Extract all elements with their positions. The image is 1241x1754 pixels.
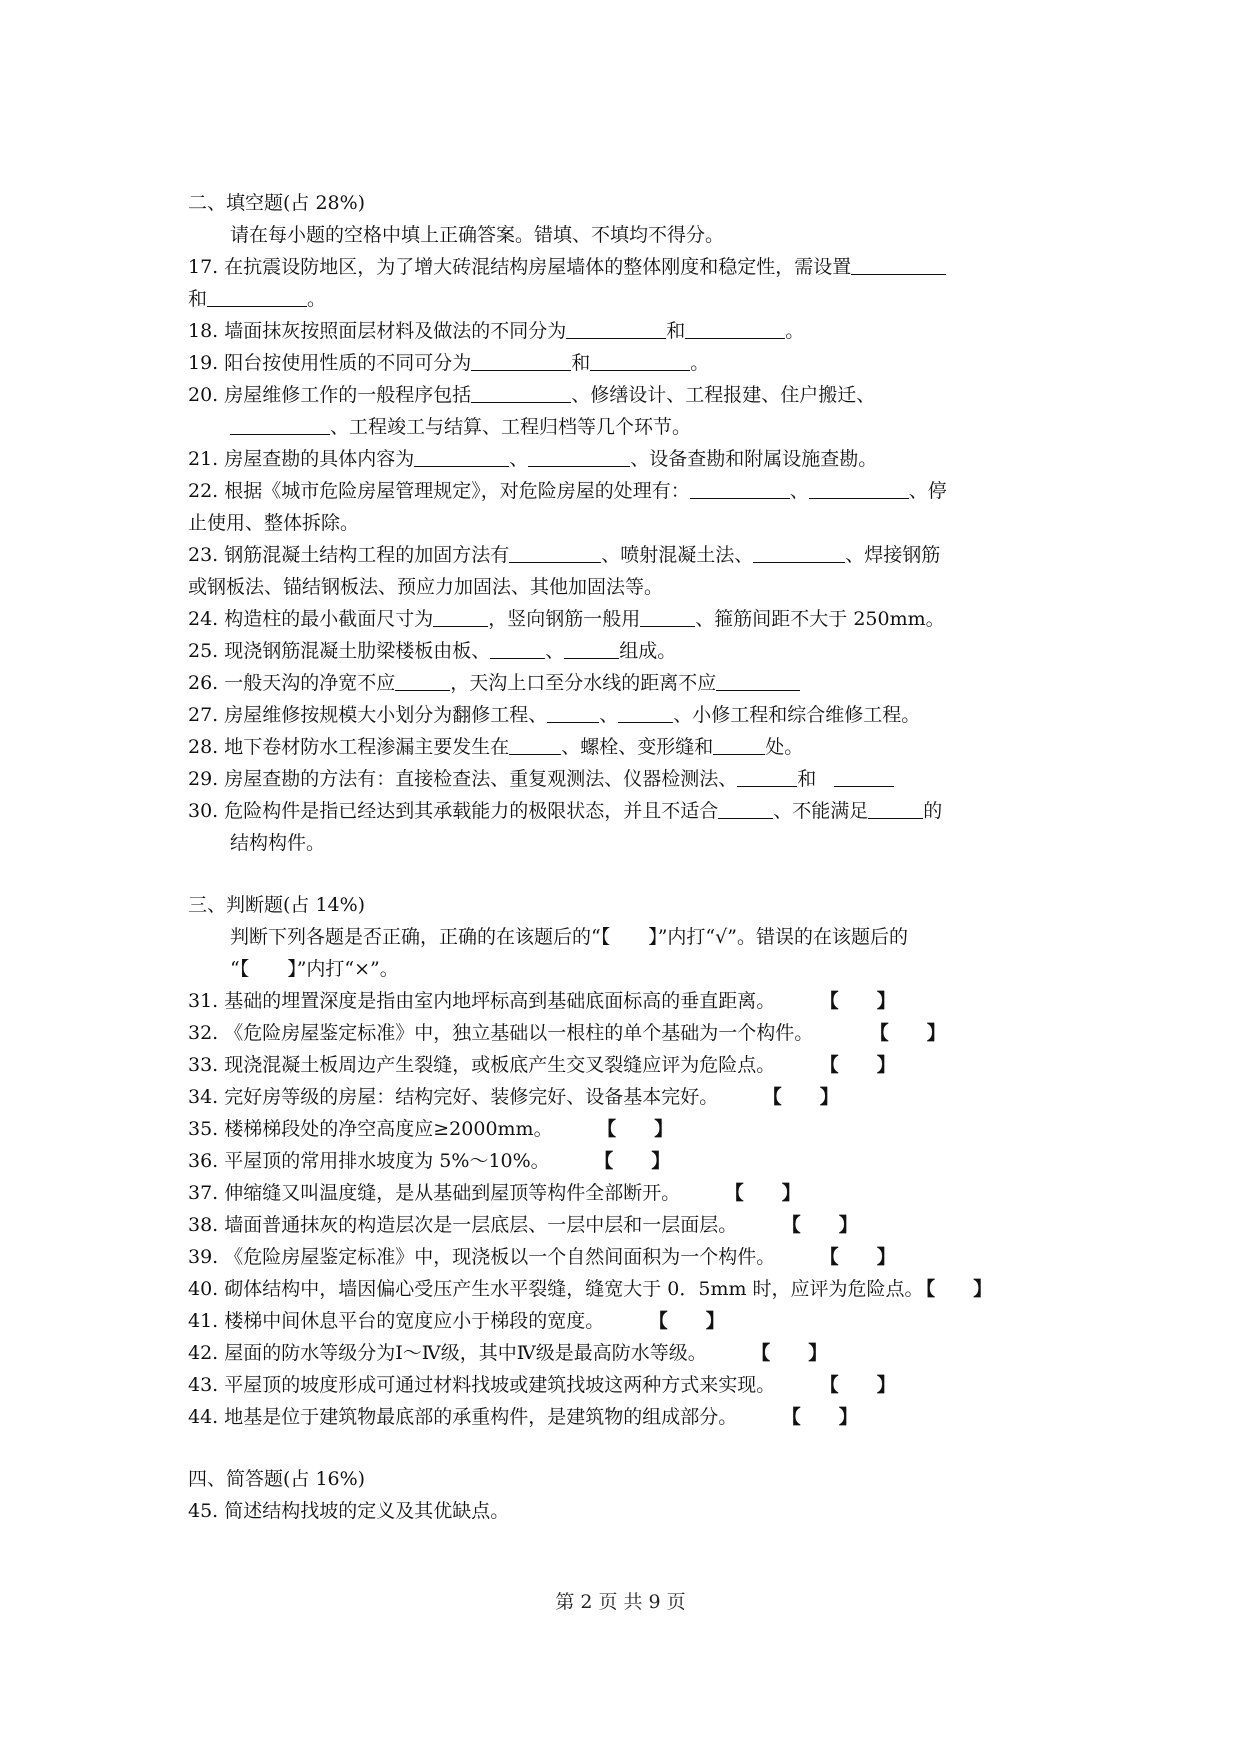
answer-bracket[interactable]: 【】 bbox=[606, 1118, 712, 1140]
question-text: 平屋顶的常用排水坡度为 5%～10%。 bbox=[224, 1150, 550, 1172]
answer-bracket[interactable]: 【】 bbox=[734, 1182, 839, 1204]
section3-title: 三、判断题(占 14%) bbox=[188, 894, 366, 916]
question-23: 23. 钢筋混凝土结构工程的加固方法有 、喷射混凝土法、 、焊接钢筋 bbox=[188, 544, 941, 566]
question-text: 墙面普通抹灰的构造层次是一层底层、一层中层和一层面层。 bbox=[224, 1214, 738, 1236]
question-20-cont: 、工程竣工与结算、工程归档等几个环节。 bbox=[188, 411, 1068, 443]
question-26: 26. 一般天沟的净宽不应 ，天沟上口至分水线的距离不应 bbox=[188, 667, 1068, 699]
question-22: 22. 根据《城市危险房屋管理规定》，对危险房屋的处理有： 、 、停 bbox=[188, 480, 947, 502]
question-text: 现浇混凝土板周边产生裂缝，或板底产生交叉裂缝应评为危险点。 bbox=[224, 1054, 776, 1076]
question-text: 《危险房屋鉴定标准》中，现浇板以一个自然间面积为一个构件。 bbox=[224, 1246, 776, 1268]
question-24: 24. 构造柱的最小截面尺寸为 ，竖向钢筋一般用 、箍筋间距不大于 250mm。 bbox=[188, 608, 945, 630]
question-number: 37. bbox=[188, 1182, 219, 1204]
question-30-cont: 结构构件。 bbox=[230, 832, 326, 854]
question-text: 基础的埋置深度是指由室内地坪标高到基础底面标高的垂直距离。 bbox=[224, 990, 776, 1012]
question-text: 伸缩缝又叫温度缝，是从基础到屋顶等构件全部断开。 bbox=[224, 1182, 681, 1204]
judge-question bbox=[188, 1337, 1068, 1369]
exam-page bbox=[188, 187, 1068, 1527]
page-footer: 第 2 页 共 9 页 bbox=[555, 1591, 686, 1613]
question-number: 32. bbox=[188, 1022, 219, 1044]
question-text: 砌体结构中，墙因偏心受压产生水平裂缝，缝宽大于 0．5mm 时，应评为危险点。 bbox=[224, 1278, 924, 1300]
judge-question bbox=[188, 1209, 1068, 1241]
question-21: 21. 房屋查勘的具体内容为 、 、设备查勘和附属设施查勘。 bbox=[188, 448, 878, 470]
answer-bracket[interactable]: 【】 bbox=[879, 1022, 984, 1044]
answer-bracket[interactable]: 【】 bbox=[829, 990, 934, 1012]
question-25: 25. 现浇钢筋混凝土肋梁楼板由板、 、 组成。 bbox=[188, 640, 677, 662]
question-number: 35. bbox=[188, 1118, 219, 1140]
section4-title: 四、简答题(占 16%) bbox=[188, 1468, 366, 1490]
question-text: 楼梯中间休息平台的宽度应小于梯段的宽度。 bbox=[224, 1310, 605, 1332]
question-number: 44. bbox=[188, 1406, 219, 1428]
question-text: 完好房等级的房屋：结构完好、装修完好、设备基本完好。 bbox=[224, 1086, 719, 1108]
question-29: 29. 房屋查勘的方法有：直接检查法、重复观测法、仪器检测法、 和 bbox=[188, 763, 1068, 795]
question-28: 28. 地下卷材防水工程渗漏主要发生在 、螺栓、变形缝和 处。 bbox=[188, 736, 804, 758]
question-19: 19. 阳台按使用性质的不同可分为 和 。 bbox=[188, 352, 710, 374]
judge-question bbox=[188, 1369, 1068, 1401]
section2-title: 二、填空题(占 28%) bbox=[188, 192, 366, 214]
question-45: 45. 简述结构找坡的定义及其优缺点。 bbox=[188, 1500, 510, 1522]
question-number: 36. bbox=[188, 1150, 219, 1172]
question-text: 平屋顶的坡度形成可通过材料找坡或建筑找坡这两种方式来实现。 bbox=[224, 1374, 776, 1396]
answer-bracket[interactable]: 【】 bbox=[829, 1374, 934, 1396]
judge-question bbox=[188, 1273, 1068, 1305]
judge-question bbox=[188, 1081, 1068, 1113]
question-number: 40. bbox=[188, 1278, 219, 1300]
judge-question bbox=[188, 1049, 1068, 1081]
question-17: 17. 在抗震设防地区，为了增大砖混结构房屋墙体的整体刚度和稳定性，需设置 bbox=[188, 251, 1068, 283]
question-27: 27. 房屋维修按规模大小划分为翻修工程、 、 、小修工程和综合维修工程。 bbox=[188, 704, 921, 726]
answer-bracket[interactable]: 【】 bbox=[658, 1310, 763, 1332]
question-number: 41. bbox=[188, 1310, 219, 1332]
answer-bracket[interactable]: 【】 bbox=[772, 1086, 877, 1108]
judge-question bbox=[188, 1145, 1068, 1177]
answer-bracket[interactable]: 【】 bbox=[829, 1246, 934, 1268]
judge-question bbox=[188, 1241, 1068, 1273]
question-23-cont: 或钢板法、锚结钢板法、预应力加固法、其他加固法等。 bbox=[188, 576, 664, 598]
judge-question bbox=[188, 1305, 1068, 1337]
question-number: 38. bbox=[188, 1214, 219, 1236]
section3-instruction-cont: “【 】”内打“×”。 bbox=[230, 958, 399, 980]
answer-bracket[interactable]: 【】 bbox=[925, 1278, 1031, 1300]
question-number: 31. bbox=[188, 990, 219, 1012]
question-text: 《危险房屋鉴定标准》中，独立基础以一根柱的单个基础为一个构件。 bbox=[224, 1022, 814, 1044]
judge-question bbox=[188, 1401, 1068, 1433]
question-22-cont: 止使用、整体拆除。 bbox=[188, 512, 360, 534]
question-text: 屋面的防水等级分为Ⅰ～Ⅳ级，其中Ⅳ级是最高防水等级。 bbox=[224, 1342, 707, 1364]
section3-instruction: 判断下列各题是否正确，正确的在该题后的“【 】”内打“√”。错误的在该题后的 bbox=[230, 926, 908, 948]
answer-bracket[interactable]: 【】 bbox=[760, 1342, 866, 1364]
question-number: 43. bbox=[188, 1374, 219, 1396]
question-number: 39. bbox=[188, 1246, 219, 1268]
question-30: 30. 危险构件是指已经达到其承载能力的极限状态，并且不适合 、不能满足 的 bbox=[188, 800, 943, 822]
answer-bracket[interactable]: 【】 bbox=[829, 1054, 934, 1076]
question-17-cont: 和 。 bbox=[188, 288, 327, 310]
question-18: 18. 墙面抹灰按照面层材料及做法的不同分为 和 。 bbox=[188, 320, 805, 342]
answer-bracket[interactable]: 【】 bbox=[603, 1150, 709, 1172]
judge-question bbox=[188, 1113, 1068, 1145]
question-number: 34. bbox=[188, 1086, 219, 1108]
judge-question bbox=[188, 985, 1068, 1017]
answer-bracket[interactable]: 【】 bbox=[791, 1214, 896, 1236]
judge-question bbox=[188, 1017, 1068, 1049]
judge-question bbox=[188, 1177, 1068, 1209]
question-text: 楼梯梯段处的净空高度应≥2000mm。 bbox=[224, 1118, 553, 1140]
section2-instruction: 请在每小题的空格中填上正确答案。错填、不填均不得分。 bbox=[230, 224, 725, 246]
question-20: 20. 房屋维修工作的一般程序包括 、修缮设计、工程报建、住户搬迁、 bbox=[188, 384, 876, 406]
question-number: 33. bbox=[188, 1054, 219, 1076]
question-number: 42. bbox=[188, 1342, 219, 1364]
answer-bracket[interactable]: 【】 bbox=[791, 1406, 896, 1428]
question-text: 地基是位于建筑物最底部的承重构件，是建筑物的组成部分。 bbox=[224, 1406, 738, 1428]
judge-question-list bbox=[188, 985, 1068, 1433]
